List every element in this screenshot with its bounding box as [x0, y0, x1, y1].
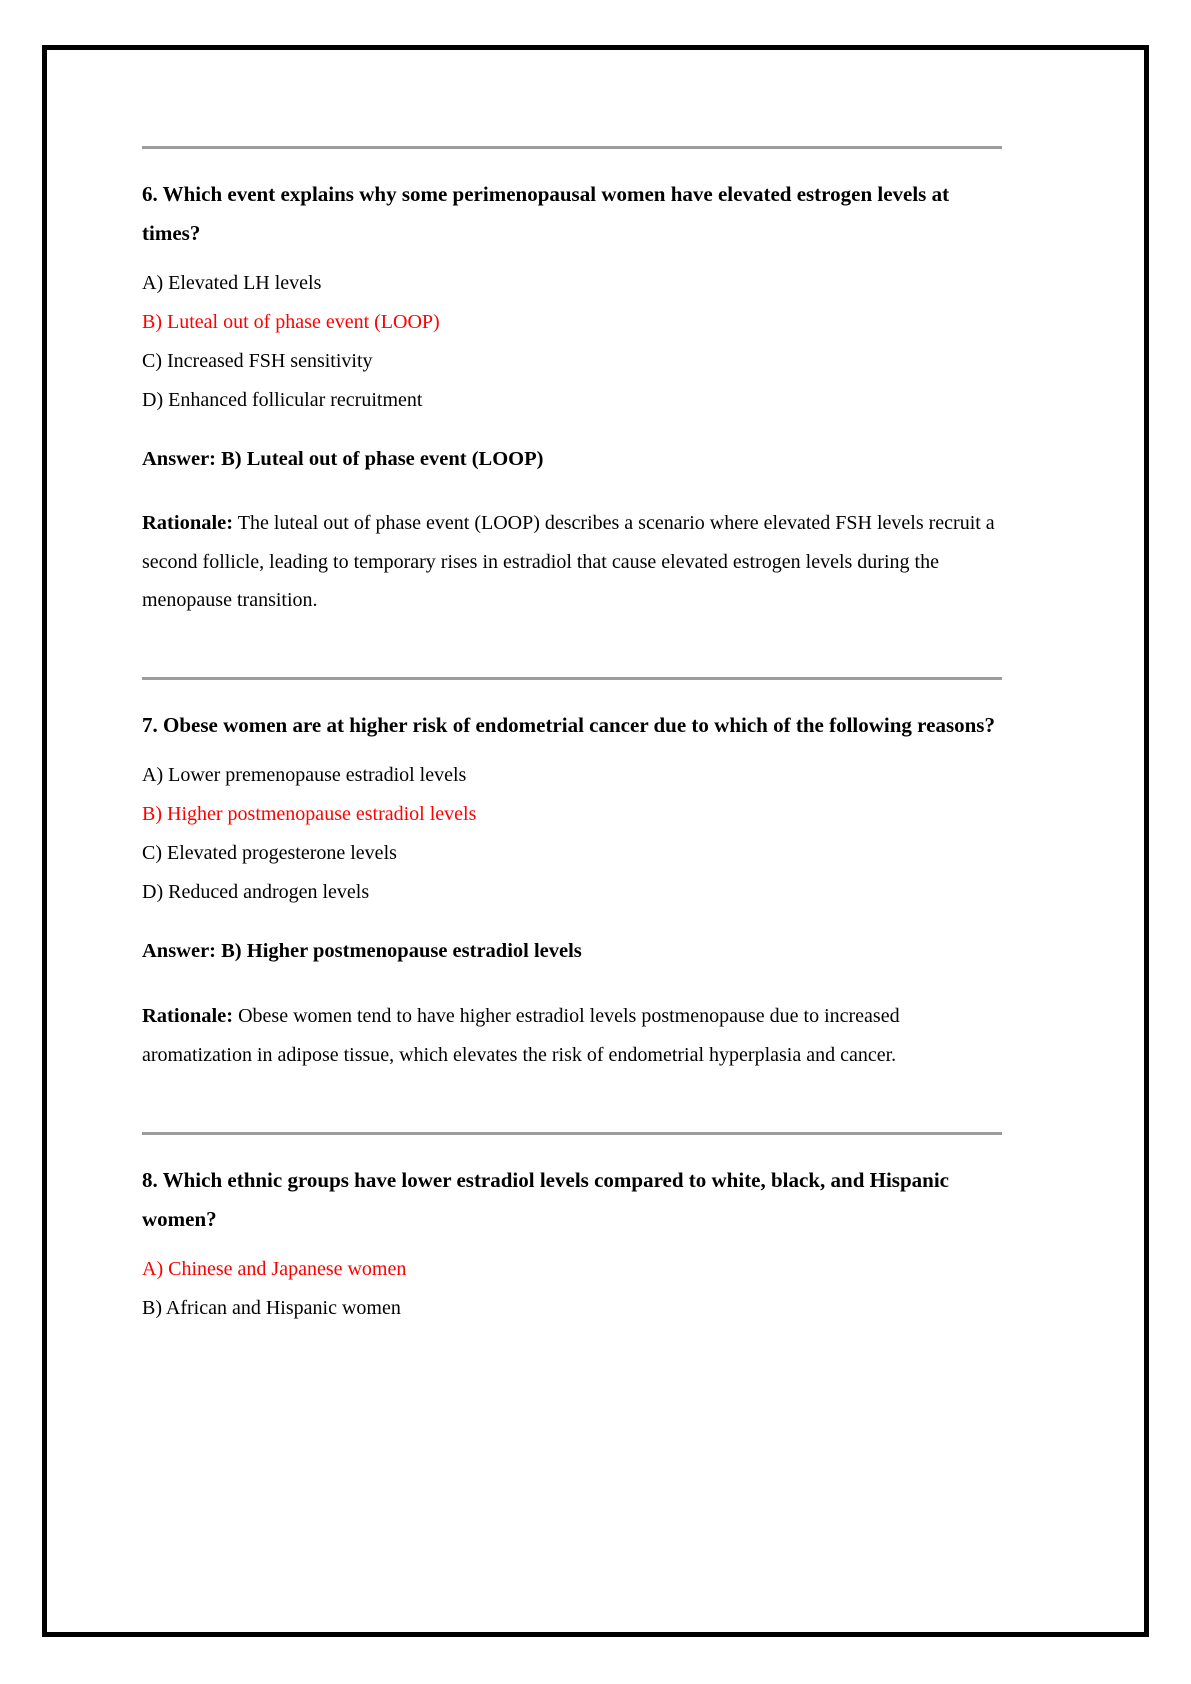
question-block-7	[142, 706, 1002, 1074]
section-divider	[142, 677, 1002, 680]
options-list	[142, 761, 1002, 907]
option-b: B) Luteal out of phase event (LOOP)	[142, 310, 440, 333]
question-block-8	[142, 1161, 1002, 1323]
page-content	[47, 50, 1144, 1323]
option-c: C) Elevated progesterone levels	[142, 842, 397, 865]
section-divider	[142, 1132, 1002, 1135]
rationale-label: Rationale:	[142, 1004, 234, 1027]
rationale-label: Rationale:	[142, 512, 234, 535]
option-d: D) Reduced androgen levels	[142, 881, 370, 904]
option-a: A) Lower premenopause estradiol levels	[142, 764, 467, 787]
option-a: A) Elevated LH levels	[142, 271, 322, 294]
option-c: C) Increased FSH sensitivity	[142, 349, 373, 372]
option-a: A) Chinese and Japanese women	[142, 1257, 407, 1280]
question-title: 8. Which ethnic groups have lower estradiol levels compared to white, black, and Hispanic women?	[142, 1167, 949, 1231]
question-title: 6. Which event explains why some perimenopausal women have elevated estrogen levels at times?	[142, 182, 950, 245]
options-list	[142, 1255, 1002, 1323]
page-border-frame	[42, 45, 1149, 1637]
option-d: D) Enhanced follicular recruitment	[142, 388, 423, 411]
question-block-6	[142, 175, 1002, 619]
rationale	[142, 997, 1002, 1074]
option-b: B) African and Hispanic women	[142, 1296, 401, 1319]
answer-line: Answer: B) Luteal out of phase event (LOOP)	[142, 447, 544, 470]
option-b: B) Higher postmenopause estradiol levels	[142, 803, 477, 826]
rationale-text: Obese women tend to have higher estradiol levels postmenopause due to increased aromatization in adipose tissue, which elevates the risk of endometrial hyperplasia and cancer.	[142, 1004, 900, 1066]
answer-line: Answer: B) Higher postmenopause estradiol levels	[142, 940, 582, 963]
section-divider	[142, 146, 1002, 149]
rationale-text: The luteal out of phase event (LOOP) describes a scenario where elevated FSH levels recruit a second follicle, leading to temporary rises in estradiol that cause elevated estrogen levels during the menopause transition.	[142, 512, 995, 612]
options-list	[142, 269, 1002, 415]
rationale	[142, 504, 1002, 619]
question-title: 7. Obese women are at higher risk of endometrial cancer due to which of the following reasons?	[142, 713, 995, 738]
